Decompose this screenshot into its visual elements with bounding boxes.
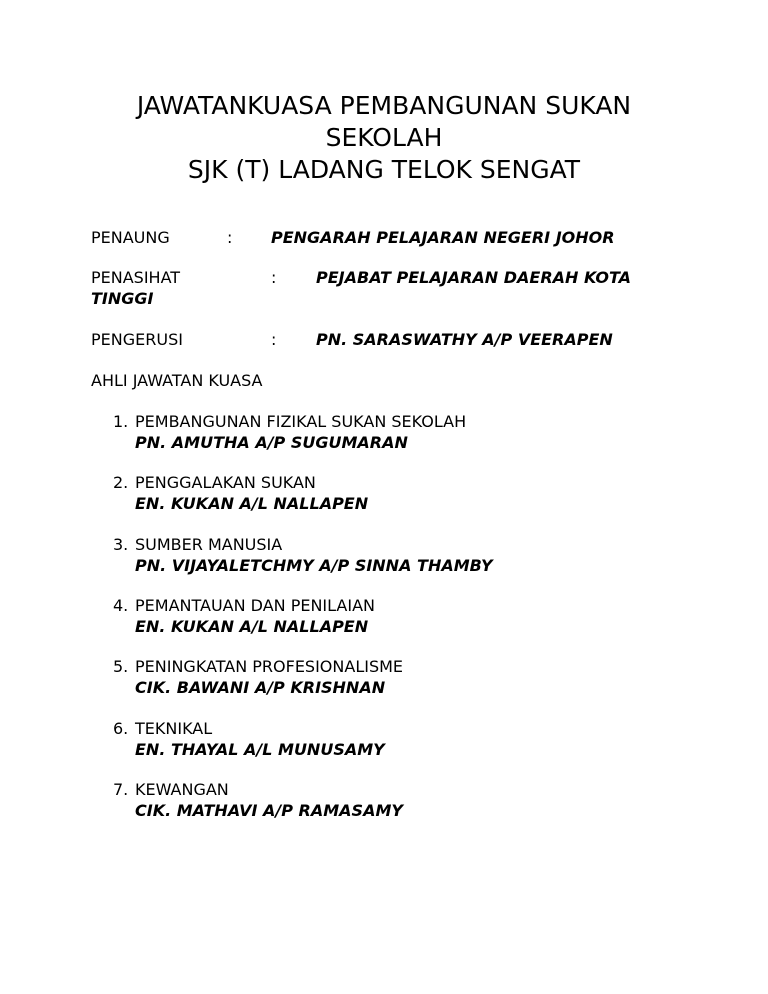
item-role: PENGGALAKAN SUKAN bbox=[135, 473, 316, 492]
pengerusi-colon: : bbox=[271, 330, 277, 349]
item-role: PEMANTAUAN DAN PENILAIAN bbox=[135, 596, 376, 615]
list-item bbox=[113, 718, 385, 760]
item-role: PEMBANGUNAN FIZIKAL SUKAN SEKOLAH bbox=[135, 412, 467, 431]
item-role: KEWANGAN bbox=[135, 780, 229, 799]
item-person: CIK. MATHAVI A/P RAMASAMY bbox=[135, 801, 403, 820]
list-item bbox=[113, 779, 403, 821]
item-number: 6. bbox=[113, 719, 129, 738]
item-person: EN. THAYAL A/L MUNUSAMY bbox=[135, 740, 385, 759]
item-person: EN. KUKAN A/L NALLAPEN bbox=[135, 494, 369, 513]
title-line-2: SEKOLAH bbox=[325, 123, 443, 152]
field-penasihat bbox=[0, 268, 768, 308]
item-number: 7. bbox=[113, 780, 129, 799]
title-line-1: JAWATANKUASA PEMBANGUNAN SUKAN bbox=[136, 91, 632, 120]
penasihat-colon: : bbox=[271, 268, 277, 287]
field-penaung bbox=[0, 228, 768, 248]
item-role: SUMBER MANUSIA bbox=[135, 535, 283, 554]
list-item bbox=[113, 534, 493, 576]
penaung-label: PENAUNG bbox=[91, 228, 170, 247]
item-number: 5. bbox=[113, 657, 129, 676]
penasihat-label: PENASIHAT bbox=[91, 268, 181, 287]
item-role: TEKNIKAL bbox=[135, 719, 213, 738]
list-item bbox=[113, 595, 375, 637]
title-line-3: SJK (T) LADANG TELOK SENGAT bbox=[187, 155, 581, 184]
item-number: 3. bbox=[113, 535, 129, 554]
penaung-value: PENGARAH PELAJARAN NEGERI JOHOR bbox=[271, 228, 615, 247]
penasihat-value: PEJABAT PELAJARAN DAERAH KOTA bbox=[316, 268, 632, 287]
list-item bbox=[113, 472, 368, 514]
field-pengerusi bbox=[0, 330, 768, 350]
committee-heading: AHLI JAWATAN KUASA bbox=[91, 371, 263, 390]
item-number: 2. bbox=[113, 473, 129, 492]
item-number: 4. bbox=[113, 596, 129, 615]
item-person: PN. AMUTHA A/P SUGUMARAN bbox=[135, 433, 408, 452]
list-item bbox=[113, 411, 466, 453]
pengerusi-label: PENGERUSI bbox=[91, 330, 183, 349]
item-person: CIK. BAWANI A/P KRISHNAN bbox=[135, 678, 386, 697]
penaung-colon: : bbox=[227, 228, 233, 247]
list-item bbox=[113, 656, 403, 698]
item-person: EN. KUKAN A/L NALLAPEN bbox=[135, 617, 369, 636]
document-title bbox=[0, 90, 768, 186]
penasihat-label-cont: TINGGI bbox=[91, 289, 154, 308]
item-person: PN. VIJAYALETCHMY A/P SINNA THAMBY bbox=[135, 556, 493, 575]
pengerusi-value: PN. SARASWATHY A/P VEERAPEN bbox=[316, 330, 613, 349]
item-number: 1. bbox=[113, 412, 129, 431]
item-role: PENINGKATAN PROFESIONALISME bbox=[135, 657, 404, 676]
